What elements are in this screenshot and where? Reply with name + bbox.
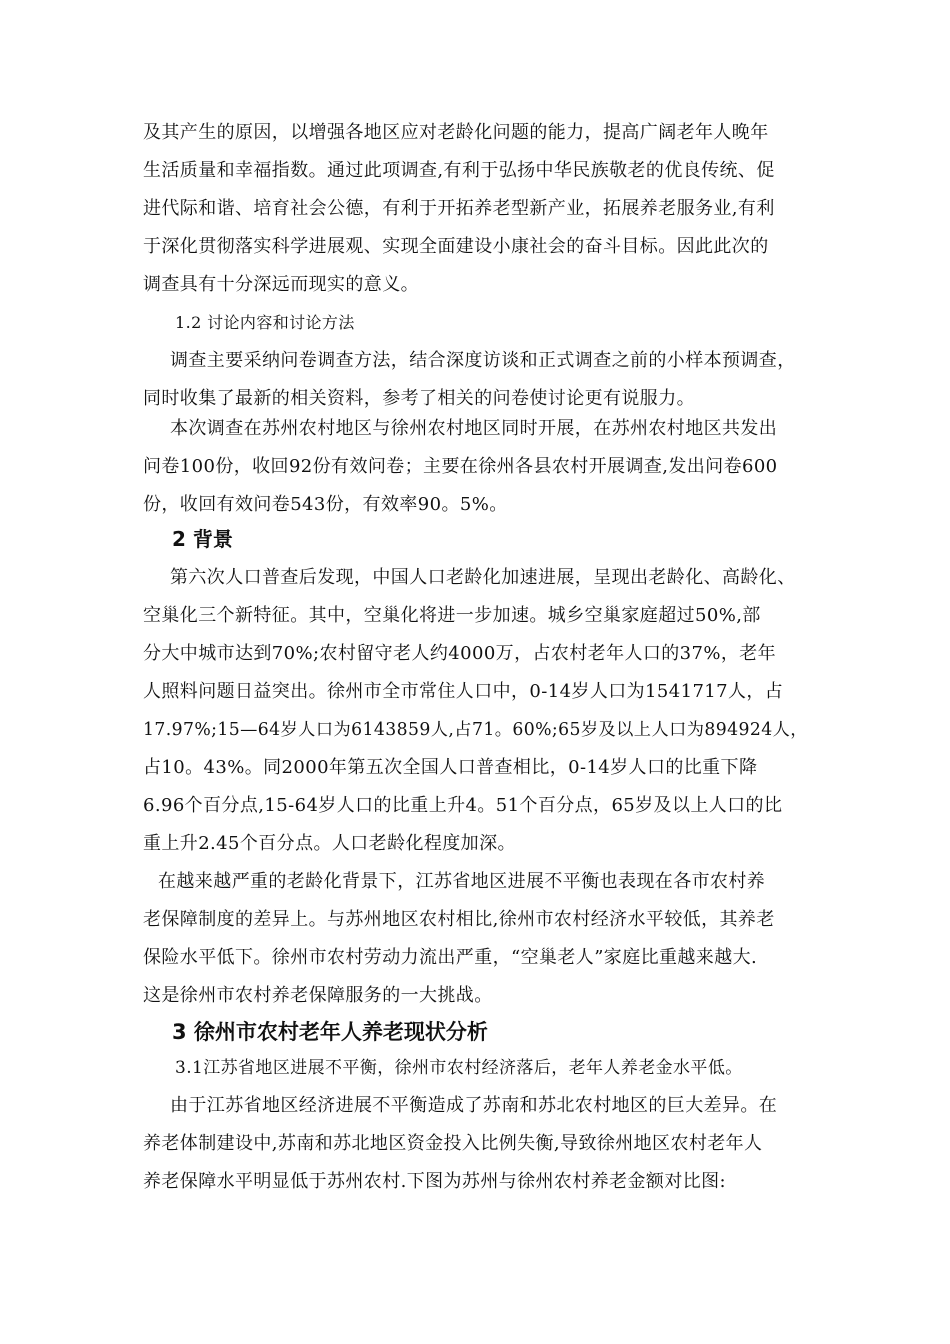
heading-3: 3 徐州市农村老年人养老现状分析 xyxy=(172,1020,488,1044)
paragraph-line: 这是徐州市农村养老保障服务的一大挑战。 xyxy=(143,985,493,1006)
paragraph-line: 问卷100份，收回92份有效问卷；主要在徐州各县农村开展调查,发出问卷600 xyxy=(143,456,778,477)
paragraph-line: 本次调查在苏州农村地区与徐州农村地区同时开展，在苏州农村地区共发出 xyxy=(170,418,778,439)
paragraph-line: 养老保障水平明显低于苏州农村.下图为苏州与徐州农村养老金额对比图: xyxy=(143,1171,726,1192)
paragraph-line: 于深化贯彻落实科学进展观、实现全面建设小康社会的奋斗目标。因此此次的 xyxy=(143,236,769,257)
paragraph-line: 分大中城市达到70%;农村留守老人约4000万，占农村老年人口的37%，老年 xyxy=(143,643,777,664)
paragraph-line: 养老体制建设中,苏南和苏北地区资金投入比例失衡,导致徐州地区农村老年人 xyxy=(143,1133,763,1154)
paragraph-line: 由于江苏省地区经济进展不平衡造成了苏南和苏北农村地区的巨大差异。在 xyxy=(170,1095,778,1116)
paragraph-line: 6.96个百分点,15-64岁人口的比重上升4。51个百分点，65岁及以上人口的比 xyxy=(143,795,783,816)
paragraph-line: 占10。43%。同2000年第五次全国人口普查相比，0-14岁人口的比重下降 xyxy=(143,757,758,778)
paragraph-line: 重上升2.45个百分点。人口老龄化程度加深。 xyxy=(143,833,516,854)
heading-2: 2 背景 xyxy=(172,527,233,551)
paragraph-line: 17.97%;15—64岁人口为6143859人,占71。60%;65岁及以上人口为894924人， xyxy=(143,720,808,740)
paragraph-line: 及其产生的原因，以增强各地区应对老龄化问题的能力，提高广阔老年人晚年 xyxy=(143,122,769,143)
section-heading-1-2: 1.2 讨论内容和讨论方法 xyxy=(175,313,355,332)
paragraph-line: 空巢化三个新特征。其中，空巢化将进一步加速。城乡空巢家庭超过50%,部 xyxy=(143,605,761,626)
paragraph-line: 保险水平低下。徐州市农村劳动力流出严重，“空巢老人”家庭比重越来越大. xyxy=(143,947,758,968)
section-heading-3-1: 3.1江苏省地区进展不平衡，徐州市农村经济落后，老年人养老金水平低。 xyxy=(175,1058,743,1078)
paragraph-line: 份，收回有效问卷543份，有效率90。5%。 xyxy=(143,494,508,515)
paragraph-line: 调查具有十分深远而现实的意义。 xyxy=(143,274,419,295)
paragraph-line: 同时收集了最新的相关资料，参考了相关的问卷使讨论更有说服力。 xyxy=(143,388,695,409)
paragraph-line: 人照料问题日益突出。徐州市全市常住人口中，0-14岁人口为1541717人，占 xyxy=(143,681,784,702)
paragraph-line: 生活质量和幸福指数。通过此项调查,有利于弘扬中华民族敬老的优良传统、促 xyxy=(143,160,775,181)
paragraph-line: 进代际和谐、培育社会公德，有利于开拓养老型新产业，拓展养老服务业,有利 xyxy=(143,198,775,219)
paragraph-line: 在越来越严重的老龄化背景下，江苏省地区进展不平衡也表现在各市农村养 xyxy=(158,871,766,892)
paragraph-line: 调查主要采纳问卷调查方法，结合深度访谈和正式调查之前的小样本预调查， xyxy=(170,350,796,371)
paragraph-line: 老保障制度的差异上。与苏州地区农村相比,徐州市农村经济水平较低，其养老 xyxy=(143,909,775,930)
paragraph-line: 第六次人口普查后发现，中国人口老龄化加速进展，呈现出老龄化、高龄化、 xyxy=(170,567,796,588)
